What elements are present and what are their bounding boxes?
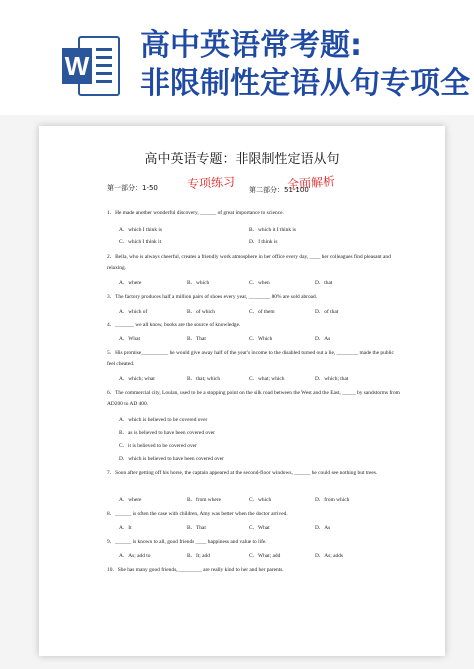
option: D．As; adds <box>315 553 344 559</box>
option: B．It; add <box>187 553 210 559</box>
question-stem: 2．Bella, who is always cheerful, creates a friendly work atmosphere in her office every day, ____ her colleagues find pleasant and relaxing. <box>107 254 391 271</box>
option: B．of which <box>187 309 215 315</box>
option: A．What <box>119 336 140 342</box>
option: C．it is believed to be covered over <box>119 443 197 449</box>
word-letter: W <box>62 48 92 84</box>
question-stem: 3．The factory produces half a million pairs of shoes every year, ________ 80% are sold abroad. <box>107 294 318 300</box>
option: A．which; what <box>119 376 155 382</box>
option: C．What; add <box>249 553 281 559</box>
option: D．As <box>315 525 331 531</box>
question-stem: 7．Soon after getting off his horse, the captain appeared at the second-floor windows, ______ he could see nothing but trees. <box>107 470 378 476</box>
option: A．which of <box>119 309 148 315</box>
option: D．from which <box>315 497 350 503</box>
word-app-icon <box>62 34 120 98</box>
question-stem: 6．The commercial city, Loulan, used to be a stopping point on the silk road between the West and the East, _____ by sandstorms from AD200 to AD 400. <box>107 390 400 407</box>
option: D．which is believed to have been covered over <box>119 456 224 462</box>
banner <box>0 0 474 115</box>
option: C．which <box>249 497 272 503</box>
option: B．That <box>187 525 206 531</box>
option: B．That <box>187 336 206 342</box>
question-stem: 4．_______ we all know, books are the source of knowledge. <box>107 322 241 328</box>
option: C．when <box>249 280 270 286</box>
question-stem: 8．______ is often the case with children, Amy was better when the doctor arrived. <box>107 511 288 517</box>
part-two-label: 第二部分：51-100 <box>249 186 309 194</box>
option: A．which is believed to be covered over <box>119 417 208 423</box>
option: D．I think is <box>249 239 278 245</box>
stamp-analysis: 全面解析 <box>286 174 336 192</box>
option: B．from where <box>187 497 221 503</box>
stamp-practice: 专项练习 <box>186 174 236 192</box>
question-stem: 1．He made another wonderful discovery, ______ of great importance to science. <box>107 210 284 216</box>
question-stem: 9．______ is known to all, good friends ____ happiness and value to life. <box>107 539 267 545</box>
question-stem: 10．She has many good friends,_________ are really kind to her and her parents. <box>107 567 284 573</box>
banner-title-line2: 非限制性定语从句专项全 <box>140 66 470 101</box>
option: A．As; add to <box>119 553 151 559</box>
option: D．As <box>315 336 331 342</box>
option: C．What <box>249 525 270 531</box>
option: C．Which <box>249 336 273 342</box>
question-stem: 5．His promise__________ he would give away half of the year's income to the disabled turned out a lie, ________ made the public feel cheated. <box>107 350 394 367</box>
option: C．of them <box>249 309 275 315</box>
option: D．of that <box>315 309 339 315</box>
option: A．which I think is <box>119 227 162 233</box>
option: B．which <box>187 280 210 286</box>
part-one-label: 第一部分：1-50 <box>107 184 158 192</box>
option: A．It <box>119 525 132 531</box>
option: A．where <box>119 280 142 286</box>
option: C．which I think it <box>119 239 162 245</box>
document-page <box>39 126 445 656</box>
option: B．as is believed to have been covered over <box>119 430 215 436</box>
document-title: 高中英语专题：非限制性定语从句 <box>144 152 340 167</box>
banner-title-line1: 高中英语常考题: <box>140 28 362 63</box>
option: C．what; which <box>249 376 285 382</box>
option: D．which; that <box>315 376 349 382</box>
option: A．where <box>119 497 142 503</box>
option: D．that <box>315 280 333 286</box>
option: B．which it I think is <box>249 227 297 233</box>
option: B．that; which <box>187 376 221 382</box>
